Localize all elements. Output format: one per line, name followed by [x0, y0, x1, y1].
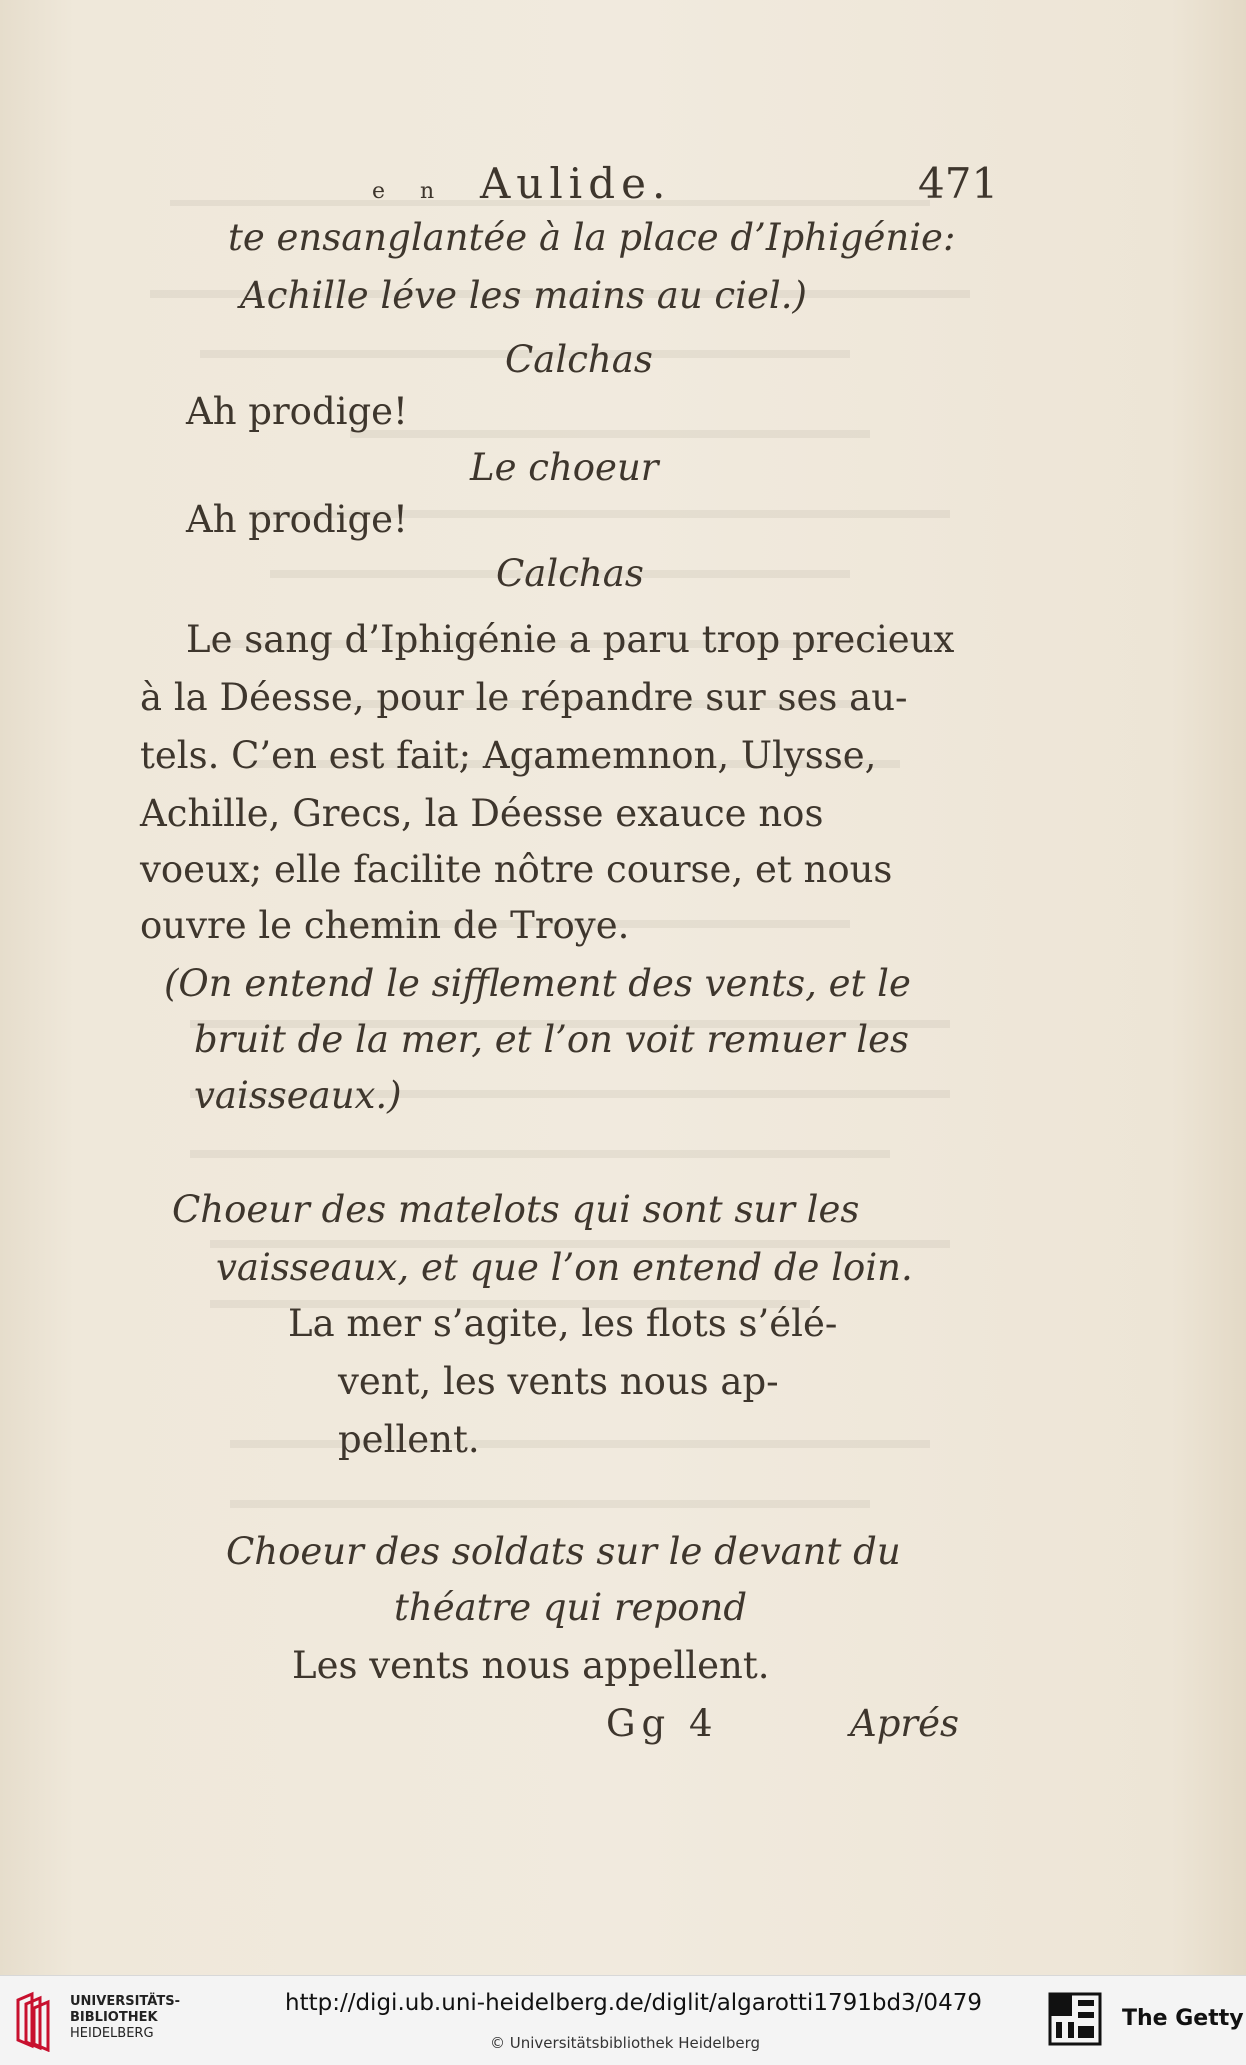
stage-direction-line: (On entend le sifflement des vents, et le: [164, 962, 911, 1005]
running-head-prefix: e n: [372, 179, 449, 204]
permalink-url[interactable]: http://digi.ub.uni-heidelberg.de/diglit/algarotti1791bd3/0479: [285, 1990, 982, 2016]
catchword: Aprés: [850, 1702, 959, 1745]
speaker-name: Calchas: [496, 552, 644, 595]
text-line-content: Le sang d’Iphigénie a paru trop precieux: [186, 618, 955, 661]
viewer-footer: [0, 1975, 1246, 2065]
text-line: ouvre le chemin de Troye.: [140, 904, 630, 947]
text-line: Achille, Grecs, la Déesse exauce nos: [140, 792, 824, 835]
text-line: Ah prodige!: [186, 390, 408, 433]
verse-line: La mer s’agite, les flots s’élé-: [288, 1302, 838, 1345]
page-number: 471: [918, 159, 999, 208]
copyright-notice: © Universitätsbibliothek Heidelberg: [490, 2034, 761, 2052]
verse-line: vent, les vents nous ap-: [338, 1360, 779, 1403]
library-name-line: BIBLIOTHEK: [70, 2010, 158, 2025]
verse-line: pellent.: [338, 1418, 480, 1461]
verse-line: Les vents nous appellent.: [292, 1644, 770, 1687]
university-library-logo-icon: [12, 1990, 66, 2052]
text-line: voeux; elle facilite nôtre course, et nous: [140, 848, 893, 891]
university-library-name: [70, 1994, 180, 2042]
stage-direction-line: bruit de la mer, et l’on voit remuer les: [194, 1018, 909, 1061]
getty-name: The Getty: [1122, 2006, 1244, 2031]
library-name-line: HEIDELBERG: [70, 2026, 154, 2041]
text-line: te ensanglantée à la place d’Iphigénie:: [228, 216, 956, 259]
getty-logo-icon: [1048, 1992, 1102, 2050]
running-head: [372, 160, 671, 216]
choir-heading-line: Choeur des soldats sur le devant du: [226, 1530, 901, 1573]
signature-mark: Gg 4: [606, 1702, 719, 1745]
text-line: [186, 616, 998, 664]
text-line: Ah prodige!: [186, 498, 408, 541]
text-line: tels. C’en est fait; Agamemnon, Ulysse,: [140, 734, 877, 777]
running-head-title: Aulide.: [479, 159, 672, 208]
text-line: à la Déesse, pour le répandre sur ses au-: [140, 676, 908, 719]
speaker-name: Calchas: [505, 338, 653, 381]
library-name-line: UNIVERSITÄTS-: [70, 1994, 180, 2009]
choir-heading-line: vaisseaux, et que l’on entend de loin.: [216, 1246, 913, 1289]
speaker-name: Le choeur: [470, 446, 659, 489]
text-line: Achille léve les mains au ciel.): [240, 274, 807, 317]
stage-direction-line: vaisseaux.): [194, 1074, 402, 1117]
choir-heading-line: Choeur des matelots qui sont sur les: [172, 1188, 860, 1231]
choir-heading-line: théatre qui repond: [394, 1586, 748, 1629]
